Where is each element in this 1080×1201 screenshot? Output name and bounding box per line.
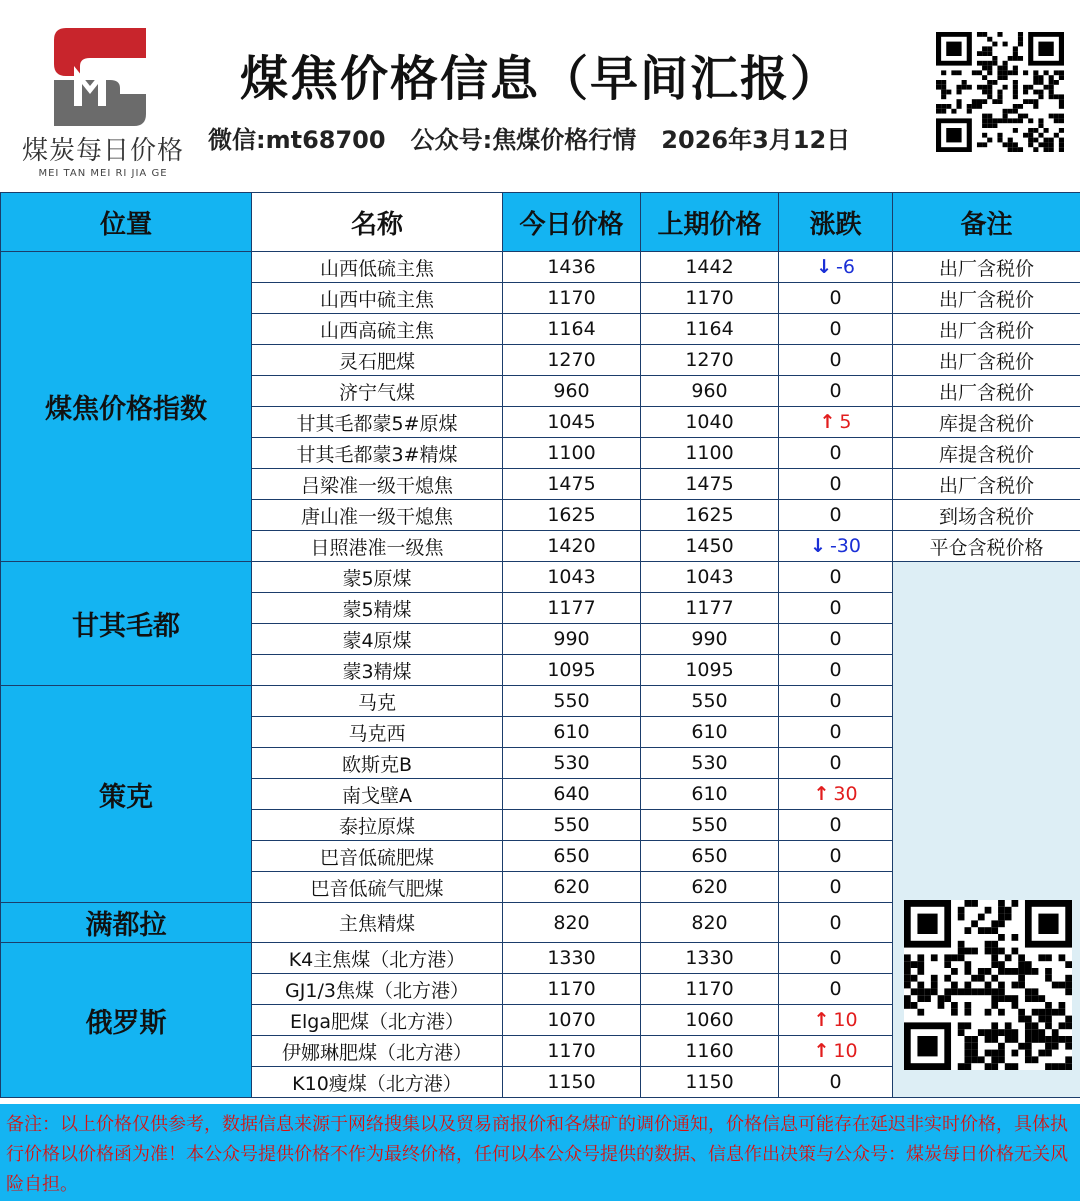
today-price-cell: 960 bbox=[503, 376, 641, 407]
prev-price-cell: 1060 bbox=[641, 1005, 779, 1036]
change-cell bbox=[779, 345, 893, 376]
name-cell: GJ1/3焦煤（北方港） bbox=[252, 974, 503, 1005]
prev-price-cell: 1170 bbox=[641, 974, 779, 1005]
prev-price-cell: 1625 bbox=[641, 500, 779, 531]
table-row bbox=[1, 562, 1080, 593]
name-cell: 巴音低硫气肥煤 bbox=[252, 872, 503, 903]
change-cell bbox=[779, 841, 893, 872]
name-cell: 日照港准一级焦 bbox=[252, 531, 503, 562]
change-value: 0 bbox=[829, 947, 842, 969]
today-price-cell: 1625 bbox=[503, 500, 641, 531]
today-price-cell: 620 bbox=[503, 872, 641, 903]
today-price-cell: 550 bbox=[503, 810, 641, 841]
name-cell: 山西低硫主焦 bbox=[252, 252, 503, 283]
prev-price-cell: 820 bbox=[641, 903, 779, 943]
change-value: 10 bbox=[833, 1040, 858, 1062]
change-value: 0 bbox=[829, 721, 842, 743]
change-cell bbox=[779, 1067, 893, 1098]
change-cell bbox=[779, 717, 893, 748]
change-cell bbox=[779, 974, 893, 1005]
name-cell: 马克 bbox=[252, 686, 503, 717]
change-value: 0 bbox=[829, 659, 842, 681]
name-cell: 蒙5原煤 bbox=[252, 562, 503, 593]
name-cell: 甘其毛都蒙5#原煤 bbox=[252, 407, 503, 438]
prev-price-cell: 1040 bbox=[641, 407, 779, 438]
name-cell: 巴音低硫肥煤 bbox=[252, 841, 503, 872]
today-price-cell: 990 bbox=[503, 624, 641, 655]
today-price-cell: 1436 bbox=[503, 252, 641, 283]
change-value: 10 bbox=[833, 1009, 858, 1031]
note-cell: 平仓含税价格 bbox=[893, 531, 1080, 562]
name-cell: 山西中硫主焦 bbox=[252, 283, 503, 314]
name-cell: 灵石肥煤 bbox=[252, 345, 503, 376]
location-cell: 策克 bbox=[1, 686, 252, 903]
table-header-row bbox=[1, 193, 1080, 252]
prev-price-cell: 1442 bbox=[641, 252, 779, 283]
disclaimer: 备注：以上价格仅供参考，数据信息来源于网络搜集以及贸易商报价和各煤矿的调价通知，价格信息可能存在延迟非实时价格，具体执行价格以价格函为准！本公众号提供价格不作为最终价格，任何以本公众号提供的数据、信息作出决策与公众号：煤炭每日价格无关风险自担。 bbox=[0, 1104, 1080, 1201]
prev-price-cell: 1095 bbox=[641, 655, 779, 686]
prev-price-cell: 1270 bbox=[641, 345, 779, 376]
today-price-cell: 1043 bbox=[503, 562, 641, 593]
change-value: 0 bbox=[829, 504, 842, 526]
name-cell: 泰拉原煤 bbox=[252, 810, 503, 841]
change-value: 0 bbox=[829, 690, 842, 712]
qr-code-icon bbox=[904, 900, 1072, 1070]
name-cell: K4主焦煤（北方港） bbox=[252, 943, 503, 974]
qr-code-icon bbox=[936, 32, 1064, 152]
change-cell bbox=[779, 593, 893, 624]
name-cell: 伊娜琳肥煤（北方港） bbox=[252, 1036, 503, 1067]
prev-price-cell: 1450 bbox=[641, 531, 779, 562]
arrow-up-icon: ↑ bbox=[813, 1040, 830, 1062]
logo-mark-icon bbox=[50, 28, 146, 126]
prev-price-cell: 1170 bbox=[641, 283, 779, 314]
note-cell: 出厂含税价 bbox=[893, 314, 1080, 345]
prev-price-cell: 550 bbox=[641, 810, 779, 841]
change-value: -30 bbox=[829, 535, 861, 557]
prev-price-cell: 620 bbox=[641, 872, 779, 903]
name-cell: 南戈壁A bbox=[252, 779, 503, 810]
today-price-cell: 650 bbox=[503, 841, 641, 872]
change-value: 0 bbox=[829, 349, 842, 371]
change-value: 5 bbox=[839, 411, 852, 433]
change-cell bbox=[779, 469, 893, 500]
header-today-price: 今日价格 bbox=[503, 193, 641, 252]
arrow-up-icon: ↑ bbox=[813, 1009, 830, 1031]
contact-subtitle: 微信:mt68700 公众号:焦煤价格行情 2026年3月12日 bbox=[208, 126, 851, 154]
change-value: 0 bbox=[829, 597, 842, 619]
change-cell bbox=[779, 376, 893, 407]
today-price-cell: 610 bbox=[503, 717, 641, 748]
change-cell bbox=[779, 1036, 893, 1067]
prev-price-cell: 1177 bbox=[641, 593, 779, 624]
name-cell: 济宁气煤 bbox=[252, 376, 503, 407]
today-price-cell: 1100 bbox=[503, 438, 641, 469]
prev-price-cell: 550 bbox=[641, 686, 779, 717]
today-price-cell: 1270 bbox=[503, 345, 641, 376]
prev-price-cell: 650 bbox=[641, 841, 779, 872]
note-cell: 出厂含税价 bbox=[893, 345, 1080, 376]
name-cell: 蒙5精煤 bbox=[252, 593, 503, 624]
note-cell: 出厂含税价 bbox=[893, 376, 1080, 407]
change-value: 0 bbox=[829, 752, 842, 774]
logo-text-cn: 煤炭每日价格 bbox=[21, 136, 184, 166]
change-value: 0 bbox=[829, 876, 842, 898]
change-value: 0 bbox=[829, 911, 842, 934]
prev-price-cell: 610 bbox=[641, 779, 779, 810]
change-cell bbox=[779, 314, 893, 345]
table-row bbox=[1, 252, 1080, 283]
header bbox=[0, 0, 1080, 192]
change-value: 0 bbox=[829, 628, 842, 650]
change-value: 0 bbox=[829, 287, 842, 309]
name-cell: 主焦精煤 bbox=[252, 903, 503, 943]
today-price-cell: 1330 bbox=[503, 943, 641, 974]
page-title: 煤焦价格信息（早间汇报） bbox=[240, 51, 841, 107]
location-cell: 满都拉 bbox=[1, 903, 252, 943]
header-note: 备注 bbox=[893, 193, 1080, 252]
prev-price-cell: 1330 bbox=[641, 943, 779, 974]
today-price-cell: 1170 bbox=[503, 974, 641, 1005]
name-cell: 马克西 bbox=[252, 717, 503, 748]
change-cell bbox=[779, 872, 893, 903]
prev-price-cell: 1475 bbox=[641, 469, 779, 500]
arrow-up-icon: ↑ bbox=[813, 783, 830, 805]
arrow-up-icon: ↑ bbox=[819, 411, 836, 433]
name-cell: Elga肥煤（北方港） bbox=[252, 1005, 503, 1036]
today-price-cell: 640 bbox=[503, 779, 641, 810]
header-prev-price: 上期价格 bbox=[641, 193, 779, 252]
name-cell: 山西高硫主焦 bbox=[252, 314, 503, 345]
change-value: 0 bbox=[829, 473, 842, 495]
change-cell bbox=[779, 1005, 893, 1036]
header-location: 位置 bbox=[1, 193, 252, 252]
change-cell bbox=[779, 562, 893, 593]
today-price-cell: 550 bbox=[503, 686, 641, 717]
change-cell bbox=[779, 500, 893, 531]
name-cell: 蒙3精煤 bbox=[252, 655, 503, 686]
today-price-cell: 1170 bbox=[503, 1036, 641, 1067]
today-price-cell: 1070 bbox=[503, 1005, 641, 1036]
prev-price-cell: 1100 bbox=[641, 438, 779, 469]
change-cell bbox=[779, 903, 893, 943]
prev-price-cell: 1043 bbox=[641, 562, 779, 593]
prev-price-cell: 1160 bbox=[641, 1036, 779, 1067]
change-cell bbox=[779, 686, 893, 717]
change-cell bbox=[779, 655, 893, 686]
prev-price-cell: 960 bbox=[641, 376, 779, 407]
change-cell bbox=[779, 531, 893, 562]
change-value: 0 bbox=[829, 978, 842, 1000]
change-cell bbox=[779, 624, 893, 655]
today-price-cell: 820 bbox=[503, 903, 641, 943]
today-price-cell: 1475 bbox=[503, 469, 641, 500]
change-cell bbox=[779, 810, 893, 841]
today-price-cell: 1150 bbox=[503, 1067, 641, 1098]
logo-text-en: MEI TAN MEI RI JIA GE bbox=[38, 168, 168, 179]
change-cell bbox=[779, 943, 893, 974]
header-change: 涨跌 bbox=[779, 193, 893, 252]
name-cell: 蒙4原煤 bbox=[252, 624, 503, 655]
prev-price-cell: 610 bbox=[641, 717, 779, 748]
name-cell: 甘其毛都蒙3#精煤 bbox=[252, 438, 503, 469]
change-value: 0 bbox=[829, 566, 842, 588]
name-cell: 欧斯克B bbox=[252, 748, 503, 779]
today-price-cell: 1420 bbox=[503, 531, 641, 562]
prev-price-cell: 1164 bbox=[641, 314, 779, 345]
note-cell: 出厂含税价 bbox=[893, 469, 1080, 500]
note-cell: 库提含税价 bbox=[893, 438, 1080, 469]
today-price-cell: 1164 bbox=[503, 314, 641, 345]
today-price-cell: 1095 bbox=[503, 655, 641, 686]
prev-price-cell: 1150 bbox=[641, 1067, 779, 1098]
change-value: -6 bbox=[835, 256, 855, 278]
note-cell: 库提含税价 bbox=[893, 407, 1080, 438]
note-cell: 到场含税价 bbox=[893, 500, 1080, 531]
header-name: 名称 bbox=[252, 193, 503, 252]
name-cell: K10瘦煤（北方港） bbox=[252, 1067, 503, 1098]
today-price-cell: 1177 bbox=[503, 593, 641, 624]
change-cell bbox=[779, 438, 893, 469]
today-price-cell: 1170 bbox=[503, 283, 641, 314]
today-price-cell: 1045 bbox=[503, 407, 641, 438]
change-cell bbox=[779, 283, 893, 314]
logo bbox=[18, 26, 188, 186]
note-cell: 出厂含税价 bbox=[893, 283, 1080, 314]
change-value: 0 bbox=[829, 814, 842, 836]
change-cell bbox=[779, 252, 893, 283]
prev-price-cell: 530 bbox=[641, 748, 779, 779]
name-cell: 唐山准一级干熄焦 bbox=[252, 500, 503, 531]
change-cell bbox=[779, 407, 893, 438]
change-value: 0 bbox=[829, 845, 842, 867]
change-cell bbox=[779, 779, 893, 810]
change-value: 0 bbox=[829, 442, 842, 464]
today-price-cell: 530 bbox=[503, 748, 641, 779]
arrow-down-icon: ↓ bbox=[810, 535, 826, 557]
name-cell: 吕梁准一级干熄焦 bbox=[252, 469, 503, 500]
prev-price-cell: 990 bbox=[641, 624, 779, 655]
location-cell: 俄罗斯 bbox=[1, 943, 252, 1098]
change-value: 0 bbox=[829, 1071, 842, 1093]
note-cell: 出厂含税价 bbox=[893, 252, 1080, 283]
change-cell bbox=[779, 748, 893, 779]
change-value: 30 bbox=[833, 783, 858, 805]
change-value: 0 bbox=[829, 318, 842, 340]
arrow-down-icon: ↓ bbox=[816, 256, 832, 278]
location-cell: 煤焦价格指数 bbox=[1, 252, 252, 562]
location-cell: 甘其毛都 bbox=[1, 562, 252, 686]
change-value: 0 bbox=[829, 380, 842, 402]
